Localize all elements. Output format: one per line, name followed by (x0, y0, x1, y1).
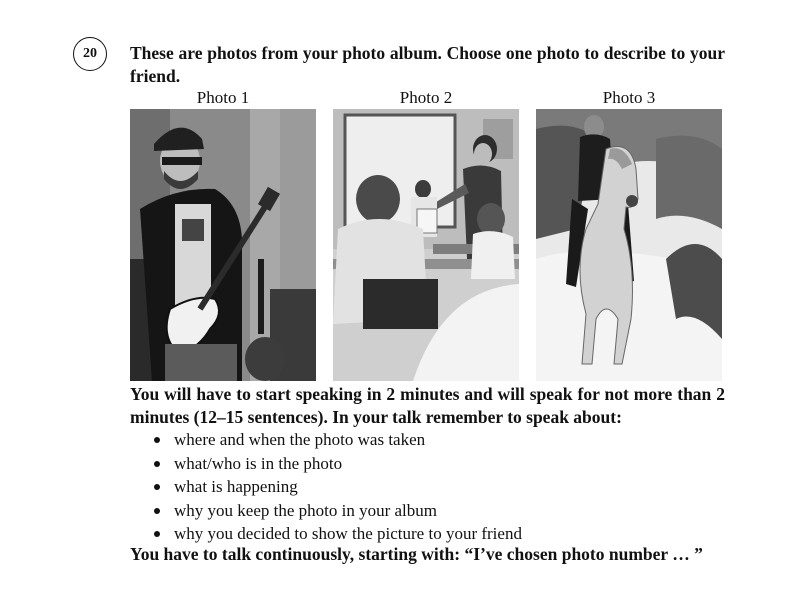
talk-points-list (152, 428, 522, 546)
task-number-badge: 20 (73, 37, 107, 71)
photo-3-horse-rider-image (536, 109, 722, 381)
talk-point: why you keep the photo in your album (152, 499, 522, 523)
talk-point: what is happening (152, 475, 522, 499)
photo-1-guitarist-image (130, 109, 316, 381)
photo-3-label: Photo 3 (602, 88, 656, 107)
instructions-text: You will have to start speaking in 2 minutes and will speak for not more than 2 minutes (12–15 sentences). In your talk remember to speak about: (130, 384, 725, 427)
talk-point: what/who is in the photo (152, 452, 522, 476)
photo-2-classroom-image (333, 109, 519, 381)
photo-2-label: Photo 2 (399, 88, 453, 107)
task-prompt: These are photos from your photo album. Choose one photo to describe to your friend. (130, 43, 725, 86)
talk-point: where and when the photo was taken (152, 428, 522, 452)
talk-point: why you decided to show the picture to your friend (152, 522, 522, 546)
closing-instruction: You have to talk continuously, starting with: “I’ve chosen photo number … ” (130, 544, 703, 564)
photo-1-label: Photo 1 (196, 88, 250, 107)
